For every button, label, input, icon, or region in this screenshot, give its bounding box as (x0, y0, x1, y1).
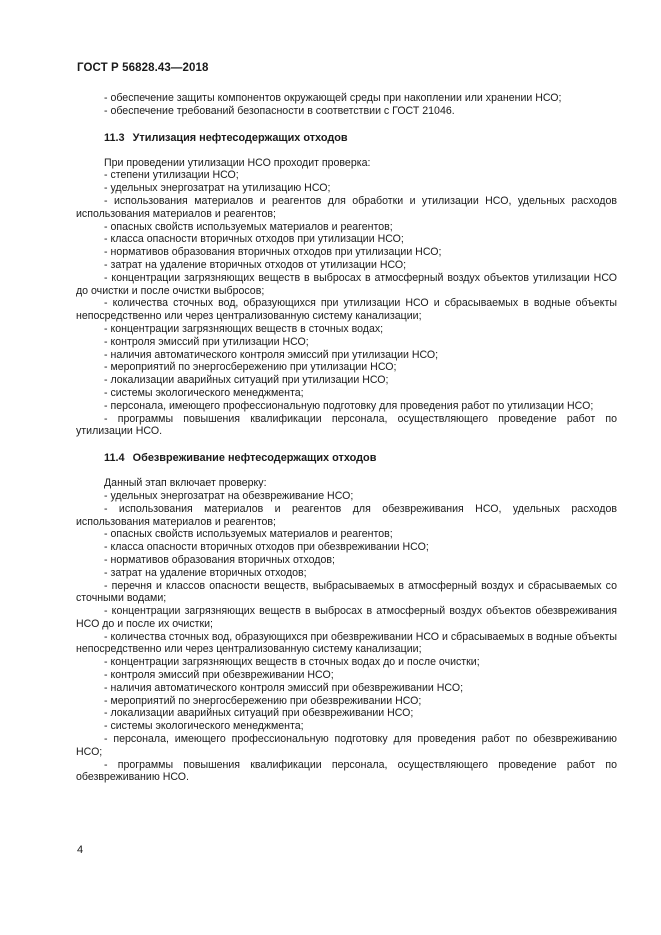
list-item: - наличия автоматического контроля эмиссий при утилизации НСО; (104, 348, 439, 361)
list-item: - удельных энергозатрат на обезвреживание НСО; (104, 489, 354, 502)
list-item: - наличия автоматического контроля эмиссий при обезвреживании НСО; (104, 681, 464, 694)
section-number: 11.3 (104, 131, 125, 144)
list-item: - опасных свойств используемых материалов и реагентов; (104, 528, 393, 541)
list-item: - концентрации загрязняющих веществ в сточных водах до и после очистки; (104, 656, 480, 669)
list-item: - программы повышения квалификации персонала, осуществляющего проведение работ по утилизации НСО. (76, 412, 617, 438)
list-item: - класса опасности вторичных отходов при утилизации НСО; (104, 233, 404, 246)
list-item: - удельных энергозатрат на утилизацию НСО; (104, 182, 331, 195)
list-item: - концентрации загрязняющих веществ в сточных водах; (104, 322, 384, 335)
list-item: - контроля эмиссий при утилизации НСО; (104, 335, 309, 348)
list-item: - затрат на удаление вторичных отходов от утилизации НСО; (104, 258, 407, 271)
document-body (76, 92, 617, 784)
list-item: - степени утилизации НСО; (104, 169, 239, 182)
section-lead: Данный этап включает проверку: (104, 477, 267, 490)
section-title: Обезвреживание нефтесодержащих отходов (132, 452, 377, 465)
list-item: - нормативов образования вторичных отходов при утилизации НСО; (104, 246, 442, 259)
list-item: - нормативов образования вторичных отходов; (104, 553, 335, 566)
list-item: - использования материалов и реагентов для обработки и утилизации НСО, удельных расходов использования материалов и реагентов; (76, 194, 617, 220)
list-item: - класса опасности вторичных отходов при обезвреживании НСО; (104, 541, 429, 554)
document-header: ГОСТ Р 56828.43—2018 (77, 62, 209, 74)
list-item: - количества сточных вод, образующихся при утилизации НСО и сбрасываемых в водные объекты непосредственно или через централизованную систему канализации; (76, 297, 617, 323)
section-title: Утилизация нефтесодержащих отходов (132, 131, 348, 144)
list-item: - обеспечение требований безопасности в соответствии с ГОСТ 21046. (104, 104, 455, 117)
list-item: - затрат на удаление вторичных отходов; (104, 566, 307, 579)
list-item: - концентрации загрязняющих веществ в выбросах в атмосферный воздух объектов утилизации НСО до очистки и после очистки выбросов; (76, 271, 617, 297)
section-number: 11.4 (104, 452, 125, 465)
list-item: - системы экологического менеджмента; (104, 386, 304, 399)
list-item: - локализации аварийных ситуаций при утилизации НСО; (104, 374, 389, 387)
section-heading-11-3 (76, 132, 617, 145)
page-number: 4 (77, 844, 84, 856)
list-item: - перечня и классов опасности веществ, выбрасываемых в атмосферный воздух и сбрасываемых со сточными водами; (76, 579, 617, 605)
list-item: - системы экологического менеджмента; (104, 720, 304, 733)
list-item: - персонала, имеющего профессиональную подготовку для проведения работ по обезвреживанию НСО; (76, 733, 617, 758)
list-item: - программы повышения квалификации персонала, осуществляющего проведение работ по обезвреживанию НСО. (76, 758, 617, 784)
list-item: - мероприятий по энергосбережению при обезвреживании НСО; (104, 694, 422, 707)
list-item: - опасных свойств используемых материалов и реагентов; (104, 220, 393, 233)
list-item: - персонала, имеющего профессиональную подготовку для проведения работ по утилизации НСО; (104, 399, 594, 412)
section-heading-11-4 (76, 452, 617, 465)
list-item: - концентрации загрязняющих веществ в выбросах в атмосферный воздух объектов обезвреживания НСО до и после их очистки; (76, 605, 617, 630)
section-lead: При проведении утилизации НСО проходит проверка: (104, 156, 371, 169)
list-item: - контроля эмиссий при обезвреживании НСО; (104, 669, 334, 682)
list-item: - мероприятий по энергосбережению при утилизации НСО; (104, 361, 397, 374)
list-item: - использования материалов и реагентов для обезвреживания НСО, удельных расходов использования материалов и реагентов; (76, 502, 617, 528)
list-item: - локализации аварийных ситуаций при обезвреживании НСО; (104, 707, 414, 720)
list-item: - обеспечение защиты компонентов окружающей среды при накоплении или хранении НСО; (104, 92, 562, 104)
list-item: - количества сточных вод, образующихся при обезвреживании НСО и сбрасываемых в водные объекты непосредственно или через централизованную систему канализации; (76, 630, 617, 656)
